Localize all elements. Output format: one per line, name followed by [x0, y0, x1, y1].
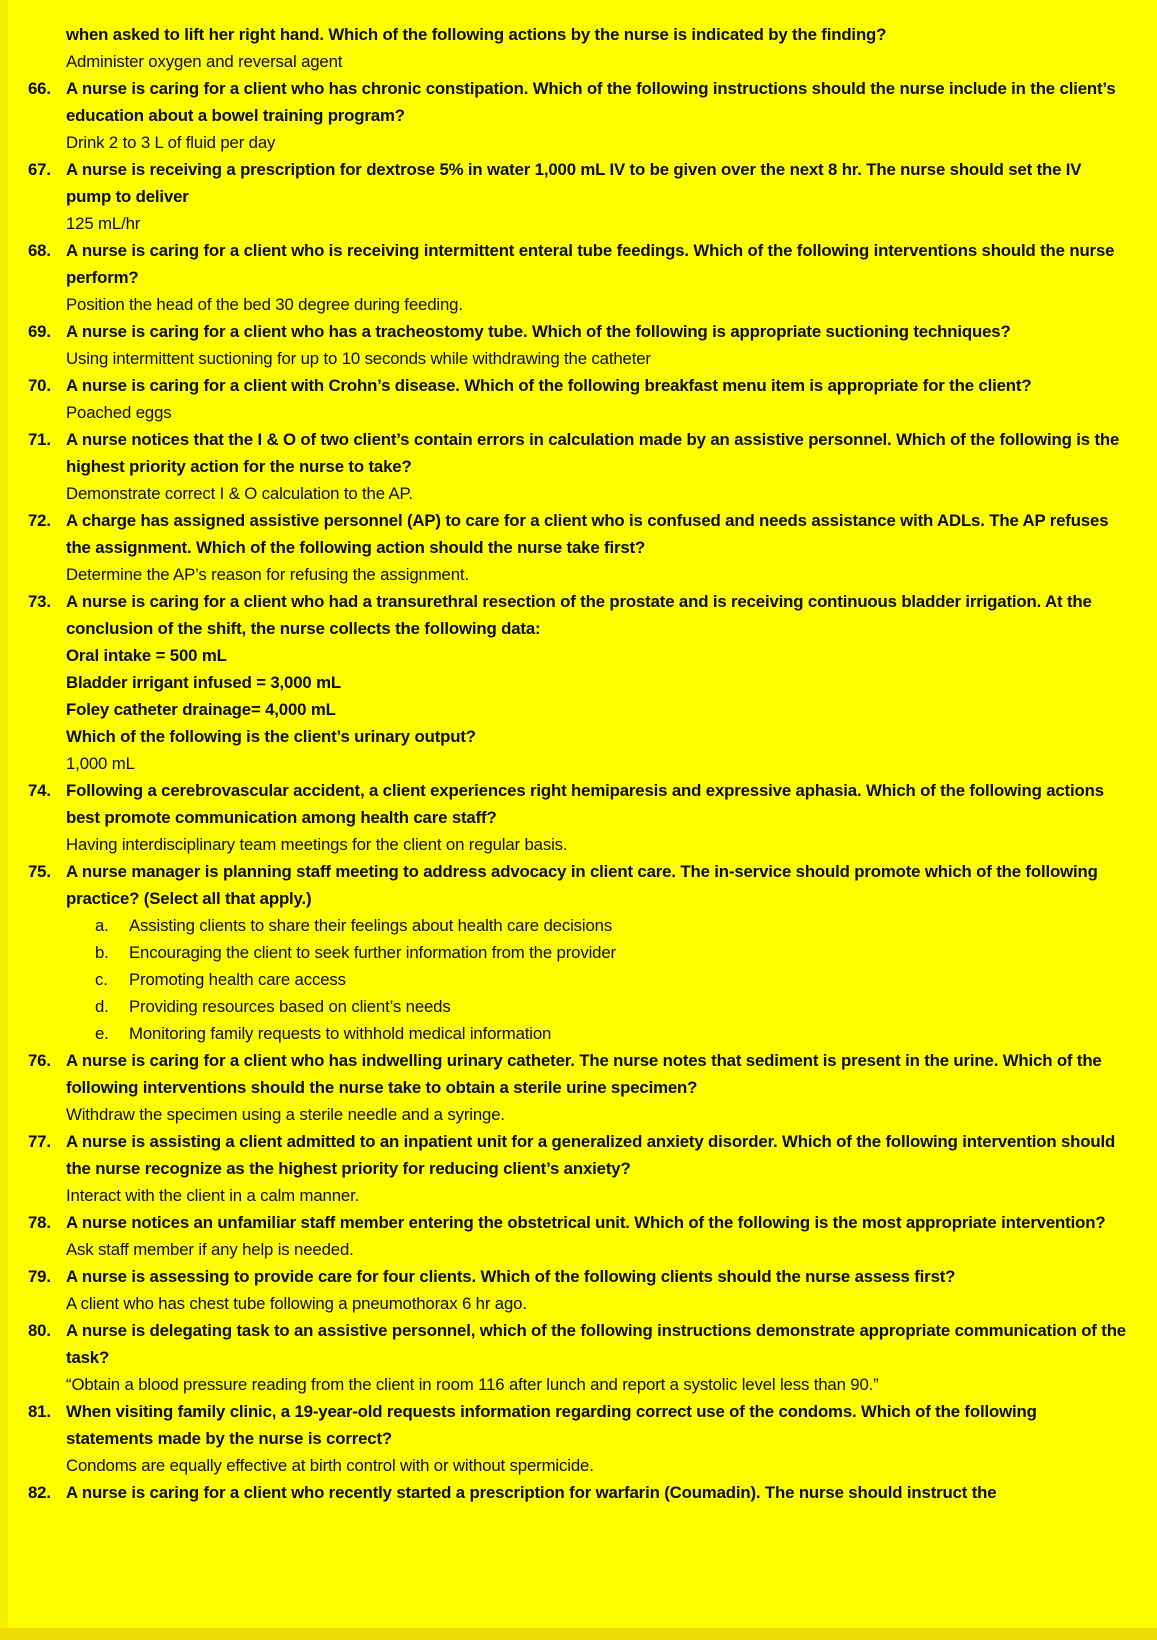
question-body — [66, 777, 1128, 858]
question-item — [28, 1263, 1128, 1317]
option-item — [66, 939, 1128, 966]
option-letter: d. — [95, 997, 109, 1016]
question-body — [66, 426, 1128, 507]
question-text: A nurse is assessing to provide care for four clients. Which of the following clients should the nurse assess first? — [66, 1267, 956, 1286]
question-text: A nurse notices an unfamiliar staff member entering the obstetrical unit. Which of the following is the most appropriate intervention? — [66, 1213, 1106, 1232]
question-text: A nurse is caring for a client who has indwelling urinary catheter. The nurse notes that sediment is present in the urine. Which of the following interventions should the nurse take to obtain a sterile urine specimen? — [66, 1051, 1102, 1097]
question-item — [28, 1398, 1128, 1479]
question-text: A nurse is caring for a client who has a tracheostomy tube. Which of the following is appropriate suctioning techniques? — [66, 322, 1011, 341]
question-body — [66, 1317, 1128, 1398]
answer-text: 1,000 mL — [66, 754, 135, 773]
question-item — [28, 426, 1128, 507]
option-text: Providing resources based on client’s needs — [129, 997, 451, 1016]
question-body — [66, 318, 1128, 372]
question-item — [28, 507, 1128, 588]
answer-text: Condoms are equally effective at birth control with or without spermicide. — [66, 1456, 594, 1475]
question-text: A nurse manager is planning staff meeting to address advocacy in client care. The in-service should promote which of the following practice? (Select all that apply.) — [66, 862, 1098, 908]
question-number: 79. — [28, 1267, 51, 1286]
question-number: 69. — [28, 322, 51, 341]
question-text: A nurse is receiving a prescription for dextrose 5% in water 1,000 mL IV to be given over the next 8 hr. The nurse should set the IV pump to deliver — [66, 160, 1082, 206]
answer-text: Having interdisciplinary team meetings for the client on regular basis. — [66, 835, 568, 854]
question-body — [66, 858, 1128, 1047]
option-letter: e. — [95, 1024, 109, 1043]
option-text: Encouraging the client to seek further information from the provider — [129, 943, 616, 962]
option-text: Monitoring family requests to withhold medical information — [129, 1024, 552, 1043]
answer-text: Poached eggs — [66, 403, 172, 422]
question-number: 76. — [28, 1051, 51, 1070]
question-body — [66, 372, 1128, 426]
answer-text: Withdraw the specimen using a sterile needle and a syringe. — [66, 1105, 505, 1124]
question-number: 68. — [28, 241, 51, 260]
question-number: 73. — [28, 592, 51, 611]
question-number: 67. — [28, 160, 51, 179]
page-left-edge-strip — [0, 0, 8, 1640]
answer-text: Administer oxygen and reversal agent — [66, 52, 343, 71]
question-text: A nurse is caring for a client who is receiving intermittent enteral tube feedings. Which of the following interventions should the nurse perform? — [66, 241, 1115, 287]
option-item — [66, 1020, 1128, 1047]
question-number: 78. — [28, 1213, 51, 1232]
question-item — [28, 237, 1128, 318]
page-bottom-edge-strip — [0, 1628, 1157, 1640]
answer-text: 125 mL/hr — [66, 214, 141, 233]
question-item — [28, 1209, 1128, 1263]
question-text: Which of the following is the client’s urinary output? — [66, 727, 476, 746]
question-text: A nurse is caring for a client who had a transurethral resection of the prostate and is receiving continuous bladder irrigation. At the conclusion of the shift, the nurse collects the following data: — [66, 592, 1092, 638]
question-number: 66. — [28, 79, 51, 98]
question-text: Oral intake = 500 mL — [66, 646, 227, 665]
question-item — [28, 1128, 1128, 1209]
question-number: 77. — [28, 1132, 51, 1151]
question-text: A nurse is delegating task to an assistive personnel, which of the following instructions demonstrate appropriate communication of the task? — [66, 1321, 1126, 1367]
option-text: Assisting clients to share their feelings about health care decisions — [129, 916, 613, 935]
question-item — [28, 372, 1128, 426]
answer-text: Drink 2 to 3 L of fluid per day — [66, 133, 276, 152]
question-body — [66, 156, 1128, 237]
questions-list — [28, 21, 1128, 1506]
question-number: 70. — [28, 376, 51, 395]
answer-text: A client who has chest tube following a pneumothorax 6 hr ago. — [66, 1294, 527, 1313]
option-letter: b. — [95, 943, 109, 962]
option-item — [66, 966, 1128, 993]
question-text: Bladder irrigant infused = 3,000 mL — [66, 673, 341, 692]
question-body — [66, 237, 1128, 318]
question-item — [28, 156, 1128, 237]
question-body — [66, 1398, 1128, 1479]
question-item — [28, 588, 1128, 777]
question-number: 71. — [28, 430, 51, 449]
question-text: A nurse is caring for a client who recently started a prescription for warfarin (Coumadin). The nurse should instruct the — [66, 1483, 997, 1502]
option-text: Promoting health care access — [129, 970, 346, 989]
question-number: 75. — [28, 862, 51, 881]
question-body — [66, 1263, 1128, 1317]
question-number: 81. — [28, 1402, 51, 1421]
question-text: A nurse is caring for a client with Crohn’s disease. Which of the following breakfast menu item is appropriate for the client? — [66, 376, 1032, 395]
option-item — [66, 993, 1128, 1020]
question-number: 80. — [28, 1321, 51, 1340]
question-text: Following a cerebrovascular accident, a client experiences right hemiparesis and expressive aphasia. Which of the following actions best promote communication among health care staff? — [66, 781, 1104, 827]
question-text: A nurse notices that the I & O of two client’s contain errors in calculation made by an assistive personnel. Which of the following is the highest priority action for the nurse to take? — [66, 430, 1120, 476]
question-item — [28, 318, 1128, 372]
question-item — [28, 1317, 1128, 1398]
question-text: When visiting family clinic, a 19-year-old requests information regarding correct use of the condoms. Which of the following statements made by the nurse is correct? — [66, 1402, 1037, 1448]
question-text: A nurse is assisting a client admitted to an inpatient unit for a generalized anxiety disorder. Which of the following intervention should the nurse recognize as the highest priority for reducing client’s anxiety? — [66, 1132, 1116, 1178]
answer-text: Determine the AP’s reason for refusing the assignment. — [66, 565, 469, 584]
question-text: Foley catheter drainage= 4,000 mL — [66, 700, 336, 719]
question-body — [66, 1047, 1128, 1128]
answer-text: Demonstrate correct I & O calculation to the AP. — [66, 484, 413, 503]
question-body — [66, 75, 1128, 156]
question-number: 74. — [28, 781, 51, 800]
question-item — [28, 1047, 1128, 1128]
question-item — [28, 1479, 1128, 1506]
question-number: 82. — [28, 1483, 51, 1502]
question-body — [66, 1128, 1128, 1209]
question-text: when asked to lift her right hand. Which of the following actions by the nurse is indicated by the finding? — [66, 25, 887, 44]
question-text: A charge has assigned assistive personnel (AP) to care for a client who is confused and needs assistance with ADLs. The AP refuses the assignment. Which of the following action should the nurse take first? — [66, 511, 1109, 557]
answer-text: Ask staff member if any help is needed. — [66, 1240, 354, 1259]
question-text: A nurse is caring for a client who has chronic constipation. Which of the following instructions should the nurse include in the client’s education about a bowel training program? — [66, 79, 1116, 125]
question-body — [66, 507, 1128, 588]
answer-text: Interact with the client in a calm manner. — [66, 1186, 360, 1205]
answer-text: Position the head of the bed 30 degree during feeding. — [66, 295, 463, 314]
answer-text: “Obtain a blood pressure reading from the client in room 116 after lunch and report a systolic level less than 90.” — [66, 1375, 879, 1394]
question-body — [66, 1479, 1128, 1506]
question-item — [28, 858, 1128, 1047]
option-letter: a. — [95, 916, 109, 935]
question-continuation-item — [28, 21, 1128, 75]
option-letter: c. — [95, 970, 108, 989]
option-item — [66, 912, 1128, 939]
question-body — [66, 21, 1128, 75]
question-body — [66, 1209, 1128, 1263]
question-item — [28, 777, 1128, 858]
question-body — [66, 588, 1128, 777]
answer-text: Using intermittent suctioning for up to 10 seconds while withdrawing the catheter — [66, 349, 651, 368]
question-number: 72. — [28, 511, 51, 530]
question-item — [28, 75, 1128, 156]
